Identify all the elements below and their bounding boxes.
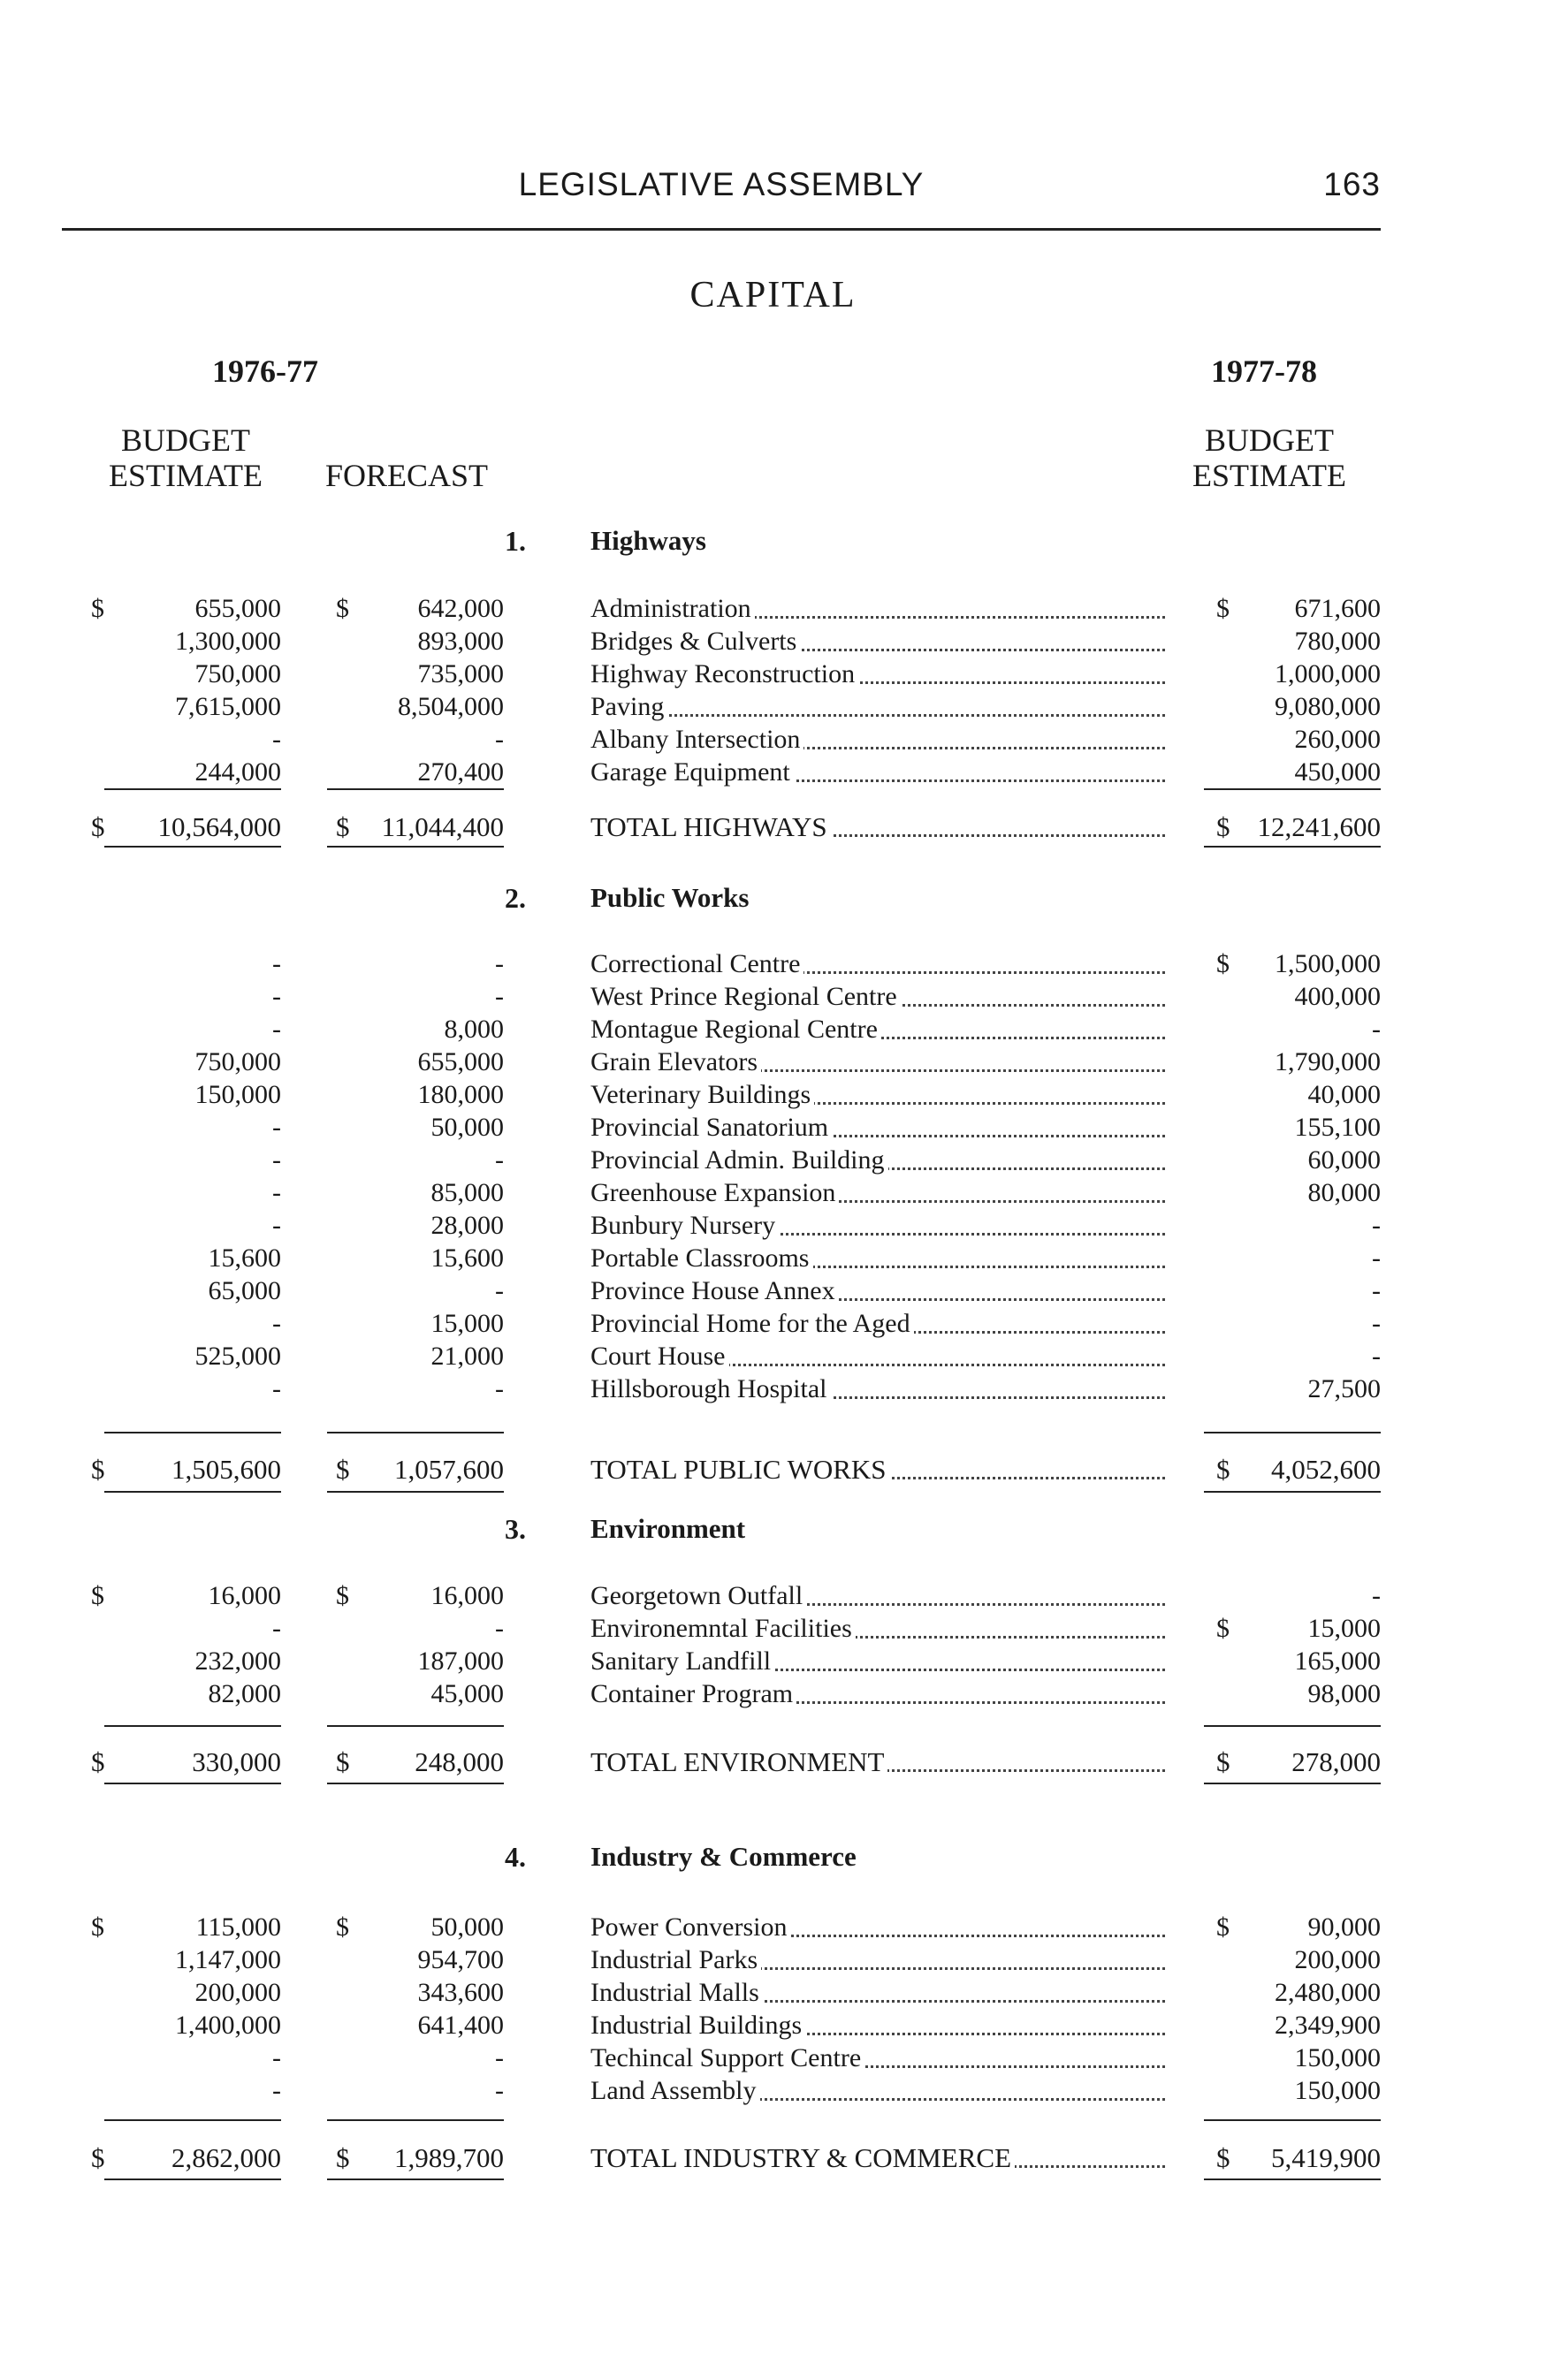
forecast-1976-77-value: -: [495, 1145, 504, 1175]
budget-1977-78-value: 9,080,000: [1275, 692, 1381, 721]
section-heading: Environment: [590, 1513, 746, 1544]
item-label: [590, 1911, 1165, 1944]
budget-1977-78-value: 12,241,600: [1257, 811, 1381, 842]
total-rule: [327, 1491, 504, 1493]
forecast-heading: FORECAST: [324, 458, 489, 493]
item-label-text: TOTAL HIGHWAYS: [590, 811, 831, 842]
budget-1976-77-value: 655,000: [194, 594, 281, 623]
item-label: [590, 592, 1165, 626]
item-label: [590, 1274, 1165, 1308]
budget-1976-77-value: 1,400,000: [175, 2011, 281, 2040]
budget-1976-77-value: -: [272, 1374, 281, 1403]
budget-1976-77-value: 1,505,600: [171, 1454, 281, 1485]
item-label-text: Garage Equipment: [590, 757, 794, 787]
item-label-text: Court House: [590, 1342, 729, 1371]
budget-1976-77-value: -: [272, 2043, 281, 2072]
item-label: [590, 1242, 1165, 1275]
table-row: [0, 1078, 1546, 1112]
budget-1976-77-value: 10,564,000: [157, 811, 281, 842]
currency-sign: $: [336, 811, 350, 842]
budget-word: BUDGET: [1205, 422, 1334, 458]
table-row: [0, 1209, 1546, 1243]
header-title: LEGISLATIVE ASSEMBLY: [518, 166, 925, 202]
item-label: [590, 947, 1165, 981]
forecast-1976-77-value: 735,000: [417, 659, 504, 688]
table-row: [0, 2009, 1546, 2042]
table-row: [0, 1176, 1546, 1210]
currency-sign: $: [1216, 1454, 1230, 1485]
year-1976-77-heading: 1976-77: [212, 354, 318, 389]
section-heading: Highways: [590, 525, 706, 556]
currency-sign: $: [1216, 949, 1230, 978]
item-label: [590, 2009, 1165, 2042]
currency-sign: $: [336, 1454, 350, 1485]
item-label-text: Montague Regional Centre: [590, 1015, 881, 1044]
item-label-text: Hillsborough Hospital: [590, 1374, 831, 1403]
table-row: [0, 1911, 1546, 1944]
table-row: [0, 1144, 1546, 1177]
forecast-1976-77-value: -: [495, 1614, 504, 1643]
budget-1977-78-value: 155,100: [1294, 1113, 1381, 1142]
item-label: [590, 1013, 1165, 1046]
table-row: [0, 1013, 1546, 1046]
budget-1976-77-value: 244,000: [194, 757, 281, 787]
budget-1977-78-value: 671,600: [1294, 594, 1381, 623]
budget-1977-78-value: 80,000: [1307, 1178, 1381, 1207]
forecast-1976-77-value: 187,000: [417, 1646, 504, 1676]
table-row: [0, 1307, 1546, 1341]
budget-estimate-1976-heading: [80, 422, 292, 493]
budget-word: BUDGET: [121, 422, 250, 458]
forecast-1976-77-value: -: [495, 1374, 504, 1403]
subtotal-rule: [327, 2119, 504, 2121]
forecast-1976-77-value: -: [495, 1276, 504, 1305]
item-label: [590, 2074, 1165, 2108]
budget-1977-78-value: 5,419,900: [1271, 2142, 1381, 2173]
budget-1977-78-value: 60,000: [1307, 1145, 1381, 1175]
budget-1976-77-value: 65,000: [208, 1276, 281, 1305]
forecast-1976-77-value: 85,000: [430, 1178, 504, 1207]
currency-sign: $: [336, 2142, 350, 2173]
budget-1976-77-value: 16,000: [208, 1581, 281, 1610]
currency-sign: $: [1216, 2142, 1230, 2173]
currency-sign: $: [336, 1912, 349, 1942]
item-label-text: Greenhouse Expansion: [590, 1178, 839, 1207]
budget-1976-77-value: 115,000: [195, 1912, 281, 1942]
table-row: [0, 1579, 1546, 1613]
table-row: [0, 690, 1546, 724]
table-row: [0, 1046, 1546, 1079]
subtotal-rule: [104, 1432, 281, 1433]
forecast-1976-77-value: -: [495, 982, 504, 1011]
budget-estimate-1977-heading: [1163, 422, 1375, 493]
item-label: [590, 1144, 1165, 1177]
item-label: [590, 756, 1165, 789]
item-label: [590, 658, 1165, 691]
item-label-text: Province House Annex: [590, 1276, 839, 1305]
item-label-text: Power Conversion: [590, 1912, 790, 1942]
budget-1977-78-value: 780,000: [1294, 627, 1381, 656]
budget-1977-78-value: 150,000: [1294, 2076, 1381, 2105]
item-label: [590, 1677, 1165, 1711]
forecast-1976-77-value: 8,504,000: [398, 692, 504, 721]
total-rule: [327, 1783, 504, 1784]
forecast-1976-77-value: 50,000: [430, 1912, 504, 1942]
page-number: 163: [1323, 166, 1381, 202]
currency-sign: $: [91, 594, 104, 623]
item-label: [590, 1645, 1165, 1678]
table-row: [0, 947, 1546, 981]
section-heading: Industry & Commerce: [590, 1841, 857, 1872]
item-label-text: Provincial Sanatorium: [590, 1113, 832, 1142]
forecast-1976-77-value: 50,000: [430, 1113, 504, 1142]
table-row: [0, 1274, 1546, 1308]
budget-1977-78-value: 150,000: [1294, 2043, 1381, 2072]
budget-1976-77-value: -: [272, 1178, 281, 1207]
budget-1976-77-value: -: [272, 1113, 281, 1142]
subtotal-rule: [1204, 1725, 1381, 1727]
item-label-text: Provincial Home for the Aged: [590, 1309, 914, 1338]
budget-1977-78-value: 90,000: [1307, 1912, 1381, 1942]
forecast-1976-77-value: -: [495, 949, 504, 978]
budget-1977-78-value: 2,349,900: [1275, 2011, 1381, 2040]
currency-sign: $: [1216, 1912, 1230, 1942]
forecast-1976-77-value: 21,000: [430, 1342, 504, 1371]
item-label: [590, 1372, 1165, 1406]
budget-1976-77-value: 232,000: [194, 1646, 281, 1676]
item-label-text: Portable Classrooms: [590, 1243, 813, 1273]
year-1977-78-heading: 1977-78: [1211, 354, 1317, 389]
subtotal-rule: [327, 1432, 504, 1433]
item-label: [590, 1745, 1165, 1779]
currency-sign: $: [91, 1746, 105, 1777]
subtotal-rule: [1204, 788, 1381, 790]
budget-1977-78-value: 2,480,000: [1275, 1978, 1381, 2007]
total-row: [0, 1453, 1546, 1487]
item-label-text: Paving: [590, 692, 667, 721]
item-label-text: Industrial Buildings: [590, 2011, 805, 2040]
table-row: [0, 1612, 1546, 1646]
currency-sign: $: [91, 1454, 105, 1485]
budget-1977-78-value: 4,052,600: [1271, 1454, 1381, 1485]
item-label: [590, 2141, 1165, 2175]
section-number: 2.: [505, 882, 526, 914]
forecast-1976-77-value: 954,700: [417, 1945, 504, 1974]
item-label-text: Sanitary Landfill: [590, 1646, 774, 1676]
budget-1976-77-value: -: [272, 1145, 281, 1175]
subtotal-rule: [104, 2119, 281, 2121]
total-row: [0, 810, 1546, 844]
item-label-text: West Prince Regional Centre: [590, 982, 901, 1011]
forecast-1976-77-value: 45,000: [430, 1679, 504, 1708]
budget-1976-77-value: -: [272, 725, 281, 754]
item-label: [590, 1176, 1165, 1210]
item-label: [590, 1976, 1165, 2010]
currency-sign: $: [1216, 594, 1230, 623]
total-rule: [104, 2178, 281, 2180]
item-label-text: Georgetown Outfall: [590, 1581, 806, 1610]
budget-1977-78-value: -: [1372, 1211, 1381, 1240]
budget-1977-78-value: -: [1372, 1276, 1381, 1305]
forecast-1976-77-value: 1,057,600: [394, 1454, 504, 1485]
item-label-text: Provincial Admin. Building: [590, 1145, 888, 1175]
item-label: [590, 1111, 1165, 1144]
budget-1977-78-value: 1,000,000: [1275, 659, 1381, 688]
currency-sign: $: [336, 594, 349, 623]
subtotal-rule: [1204, 1432, 1381, 1433]
subtotal-rule: [104, 1725, 281, 1727]
budget-1976-77-value: 200,000: [194, 1978, 281, 2007]
forecast-1976-77-value: -: [495, 2076, 504, 2105]
budget-1976-77-value: -: [272, 1015, 281, 1044]
forecast-1976-77-value: 8,000: [444, 1015, 504, 1044]
item-label-text: TOTAL PUBLIC WORKS: [590, 1454, 890, 1485]
table-row: [0, 1340, 1546, 1373]
forecast-1976-77-value: 343,600: [417, 1978, 504, 2007]
budget-1976-77-value: -: [272, 1614, 281, 1643]
item-label: [590, 1340, 1165, 1373]
item-label: [590, 1046, 1165, 1079]
forecast-1976-77-value: 11,044,400: [381, 811, 504, 842]
budget-1977-78-value: 40,000: [1307, 1080, 1381, 1109]
budget-1977-78-value: 98,000: [1307, 1679, 1381, 1708]
budget-1977-78-value: 278,000: [1291, 1746, 1381, 1777]
budget-1976-77-value: -: [272, 949, 281, 978]
budget-1976-77-value: -: [272, 982, 281, 1011]
total-rule: [104, 1491, 281, 1493]
forecast-1976-77-value: 270,400: [417, 757, 504, 787]
table-row: [0, 1645, 1546, 1678]
item-label-text: Container Program: [590, 1679, 796, 1708]
budget-1976-77-value: 82,000: [208, 1679, 281, 1708]
table-row: [0, 1372, 1546, 1406]
item-label-text: Administration: [590, 594, 755, 623]
budget-1977-78-value: 260,000: [1294, 725, 1381, 754]
currency-sign: $: [91, 1581, 104, 1610]
section-heading: Public Works: [590, 882, 750, 913]
table-row: [0, 1976, 1546, 2010]
item-label-text: TOTAL ENVIRONMENT: [590, 1746, 887, 1777]
item-label: [590, 810, 1165, 844]
budget-1977-78-value: -: [1372, 1581, 1381, 1610]
item-label: [590, 690, 1165, 724]
forecast-1976-77-value: 15,600: [430, 1243, 504, 1273]
forecast-1976-77-value: 180,000: [417, 1080, 504, 1109]
budget-1977-78-value: 15,000: [1307, 1614, 1381, 1643]
forecast-1976-77-value: 641,400: [417, 2011, 504, 2040]
budget-1977-78-value: -: [1372, 1342, 1381, 1371]
total-rule: [104, 846, 281, 848]
forecast-1976-77-value: 1,989,700: [394, 2142, 504, 2173]
item-label: [590, 1209, 1165, 1243]
budget-1976-77-value: -: [272, 2076, 281, 2105]
table-row: [0, 1943, 1546, 1977]
item-label-text: Industrial Parks: [590, 1945, 761, 1974]
item-label-text: Techincal Support Centre: [590, 2043, 864, 2072]
currency-sign: $: [91, 2142, 105, 2173]
forecast-1976-77-value: -: [495, 2043, 504, 2072]
currency-sign: $: [1216, 1614, 1230, 1643]
table-row: [0, 1677, 1546, 1711]
subtotal-rule: [327, 788, 504, 790]
total-rule: [327, 2178, 504, 2180]
budget-1976-77-value: 525,000: [194, 1342, 281, 1371]
item-label-text: Bridges & Culverts: [590, 627, 800, 656]
forecast-1976-77-value: 248,000: [415, 1746, 504, 1777]
subtotal-rule: [104, 788, 281, 790]
budget-1977-78-value: 1,500,000: [1275, 949, 1381, 978]
table-row: [0, 723, 1546, 757]
currency-sign: $: [91, 1912, 104, 1942]
table-row: [0, 980, 1546, 1014]
forecast-1976-77-value: 642,000: [417, 594, 504, 623]
total-rule: [104, 1783, 281, 1784]
forecast-1976-77-value: -: [495, 725, 504, 754]
item-label-text: Industrial Malls: [590, 1978, 763, 2007]
table-row: [0, 658, 1546, 691]
item-label: [590, 723, 1165, 757]
header-rule: [62, 228, 1381, 231]
item-label: [590, 1612, 1165, 1646]
item-label-text: Veterinary Buildings: [590, 1080, 814, 1109]
budget-1976-77-value: 15,600: [208, 1243, 281, 1273]
currency-sign: $: [91, 811, 105, 842]
item-label: [590, 1579, 1165, 1613]
budget-1976-77-value: 750,000: [194, 1047, 281, 1076]
item-label-text: Grain Elevators: [590, 1047, 761, 1076]
budget-1977-78-value: 450,000: [1294, 757, 1381, 787]
item-label: [590, 625, 1165, 658]
budget-1977-78-value: 27,500: [1307, 1374, 1381, 1403]
item-label: [590, 1307, 1165, 1341]
item-label-text: Highway Reconstruction: [590, 659, 858, 688]
table-row: [0, 756, 1546, 789]
budget-1977-78-value: 1,790,000: [1275, 1047, 1381, 1076]
total-rule: [1204, 1491, 1381, 1493]
item-label-text: Land Assembly: [590, 2076, 760, 2105]
budget-1977-78-value: -: [1372, 1243, 1381, 1273]
item-label: [590, 2042, 1165, 2075]
budget-1977-78-value: 400,000: [1294, 982, 1381, 1011]
item-label-text: Albany Intersection: [590, 725, 803, 754]
budget-1977-78-value: -: [1372, 1015, 1381, 1044]
item-label: [590, 1453, 1165, 1487]
table-row: [0, 625, 1546, 658]
currency-sign: $: [1216, 811, 1230, 842]
budget-1976-77-value: 150,000: [194, 1080, 281, 1109]
estimate-word: ESTIMATE: [1192, 458, 1346, 493]
total-row: [0, 1745, 1546, 1779]
section-number: 1.: [505, 525, 526, 557]
budget-1977-78-value: -: [1372, 1309, 1381, 1338]
total-rule: [1204, 2178, 1381, 2180]
item-label-text: Environemntal Facilities: [590, 1614, 856, 1643]
item-label-text: TOTAL INDUSTRY & COMMERCE: [590, 2142, 1015, 2173]
subtotal-rule: [1204, 2119, 1381, 2121]
budget-1976-77-value: 330,000: [192, 1746, 281, 1777]
budget-1977-78-value: 165,000: [1294, 1646, 1381, 1676]
total-row: [0, 2141, 1546, 2175]
subtotal-rule: [327, 1725, 504, 1727]
forecast-1976-77-value: 893,000: [417, 627, 504, 656]
budget-1976-77-value: 1,300,000: [175, 627, 281, 656]
forecast-1976-77-value: 655,000: [417, 1047, 504, 1076]
item-label-text: Correctional Centre: [590, 949, 803, 978]
budget-1976-77-value: 1,147,000: [175, 1945, 281, 1974]
table-row: [0, 592, 1546, 626]
section-number: 3.: [505, 1513, 526, 1545]
section-number: 4.: [505, 1841, 526, 1873]
budget-1976-77-value: 2,862,000: [171, 2142, 281, 2173]
item-label: [590, 1078, 1165, 1112]
budget-1976-77-value: -: [272, 1211, 281, 1240]
budget-1977-78-value: 200,000: [1294, 1945, 1381, 1974]
table-row: [0, 2042, 1546, 2075]
currency-sign: $: [336, 1581, 349, 1610]
item-label: [590, 1943, 1165, 1977]
section-title: CAPITAL: [689, 275, 857, 316]
item-label: [590, 980, 1165, 1014]
table-row: [0, 2074, 1546, 2108]
budget-1976-77-value: -: [272, 1309, 281, 1338]
budget-1976-77-value: 750,000: [194, 659, 281, 688]
estimate-word: ESTIMATE: [109, 458, 263, 493]
total-rule: [1204, 1783, 1381, 1784]
running-header: [62, 166, 1381, 210]
item-label-text: Bunbury Nursery: [590, 1211, 779, 1240]
total-rule: [327, 846, 504, 848]
table-row: [0, 1242, 1546, 1275]
forecast-1976-77-value: 28,000: [430, 1211, 504, 1240]
forecast-1976-77-value: 16,000: [430, 1581, 504, 1610]
forecast-1976-77-value: 15,000: [430, 1309, 504, 1338]
currency-sign: $: [1216, 1746, 1230, 1777]
table-row: [0, 1111, 1546, 1144]
total-rule: [1204, 846, 1381, 848]
currency-sign: $: [336, 1746, 350, 1777]
budget-1976-77-value: 7,615,000: [175, 692, 281, 721]
